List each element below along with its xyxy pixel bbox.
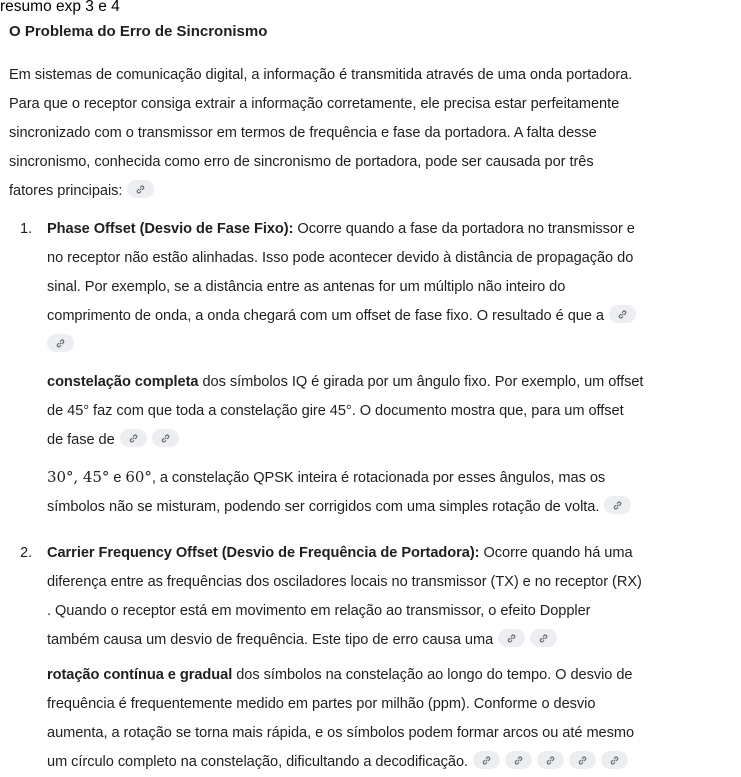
intro-line: sincronismo, conhecida como erro de sincronismo de portadora, pode ser causada por três: [9, 154, 594, 170]
intro-line: fatores principais:: [9, 183, 123, 199]
link-icon: [577, 755, 588, 766]
text-line: no receptor não estão alinhadas. Isso pode acontecer devido à distância de propagação do: [47, 250, 634, 266]
source-chip[interactable]: [473, 751, 500, 769]
page-title: resumo exp 3 e 4: [0, 0, 120, 15]
link-icon: [609, 755, 620, 766]
math-angle: 60°: [125, 468, 152, 486]
link-icon: [617, 309, 628, 320]
text-span: dos símbolos IQ é girada por um ângulo fixo. Por exemplo, um offset: [198, 374, 644, 390]
link-icon: [481, 755, 492, 766]
source-chip[interactable]: [498, 629, 525, 647]
source-chip[interactable]: [152, 429, 179, 447]
text-line: de 45° faz com que toda a constelação gire 45°. O documento mostra que, para um offset: [47, 403, 624, 419]
text-line: comprimento de onda, a onda chegará com um offset de fase fixo. O resultado é que a: [47, 308, 604, 324]
section-heading: O Problema do Erro de Sincronismo: [9, 23, 268, 40]
link-icon: [160, 433, 171, 444]
text-line: de fase de: [47, 432, 115, 448]
text-line: também causa um desvio de frequência. Este tipo de erro causa uma: [47, 632, 494, 648]
text-span: dos símbolos na constelação ao longo do tempo. O desvio de: [232, 667, 633, 683]
intro-line: Para que o receptor consiga extrair a informação corretamente, ele precisa estar perfeitamente: [9, 96, 620, 112]
list-number: 2.: [20, 545, 33, 561]
text-line: frequência é frequentemente medido em partes por milhão (ppm). Conforme o desvio: [47, 696, 596, 712]
text-line: aumenta, a rotação se torna mais rápida, e os símbolos podem formar arcos ou até mesmo: [47, 725, 635, 741]
text-span: , a constelação QPSK inteira é rotacionada por esses ângulos, mas os: [151, 470, 606, 486]
source-chip[interactable]: [127, 180, 154, 198]
list-item-1-paragraph-2: [47, 368, 741, 455]
source-chip[interactable]: [530, 629, 557, 647]
link-icon: [128, 433, 139, 444]
source-chip[interactable]: [569, 751, 596, 769]
intro-line: Em sistemas de comunicação digital, a informação é transmitida através de uma onda portadora.: [9, 67, 633, 83]
intro-line: sincronizado com o transmissor em termos de frequência e fase da portadora. A falta desse: [9, 125, 597, 141]
text-span: Ocorre quando há uma: [479, 545, 633, 561]
text-line: sinal. Por exemplo, se a distância entre as antenas for um múltiplo não inteiro do: [47, 279, 566, 295]
source-chip[interactable]: [505, 751, 532, 769]
list-item-2-paragraph-2: [47, 661, 741, 777]
source-chip[interactable]: [537, 751, 564, 769]
text-span: Ocorre quando a fase da portadora no transmissor e: [293, 221, 635, 237]
source-chip[interactable]: [604, 496, 631, 514]
source-chip[interactable]: [47, 334, 74, 352]
link-icon: [612, 500, 623, 511]
list-item-1-paragraph-1: [47, 215, 741, 360]
text-line: diferença entre as frequências dos osciladores locais no transmissor (TX) e no receptor (RX): [47, 574, 642, 590]
text-line: símbolos não se misturam, podendo ser corrigidos com uma simples rotação de volta.: [47, 499, 600, 515]
list-item-1-paragraph-3: [47, 463, 741, 522]
item-title: Phase Offset (Desvio de Fase Fixo):: [47, 221, 294, 237]
text-span: e: [109, 470, 126, 486]
link-icon: [545, 755, 556, 766]
link-icon: [135, 184, 146, 195]
bold-phrase: rotação contínua e gradual: [47, 667, 233, 683]
link-icon: [55, 338, 66, 349]
bold-phrase: constelação completa: [47, 374, 199, 390]
list-item-2-paragraph-1: [47, 539, 741, 655]
math-angles: 30°, 45°: [47, 468, 110, 486]
link-icon: [538, 633, 549, 644]
text-line: . Quando o receptor está em movimento em relação ao transmissor, o efeito Doppler: [47, 603, 591, 619]
intro-paragraph: [9, 61, 739, 206]
source-chip[interactable]: [120, 429, 147, 447]
source-chip[interactable]: [601, 751, 628, 769]
list-number: 1.: [20, 221, 33, 237]
text-line: um círculo completo na constelação, dificultando a decodificação.: [47, 754, 469, 770]
link-icon: [506, 633, 517, 644]
item-title: Carrier Frequency Offset (Desvio de Frequência de Portadora):: [47, 545, 480, 561]
link-icon: [513, 755, 524, 766]
source-chip[interactable]: [609, 305, 636, 323]
